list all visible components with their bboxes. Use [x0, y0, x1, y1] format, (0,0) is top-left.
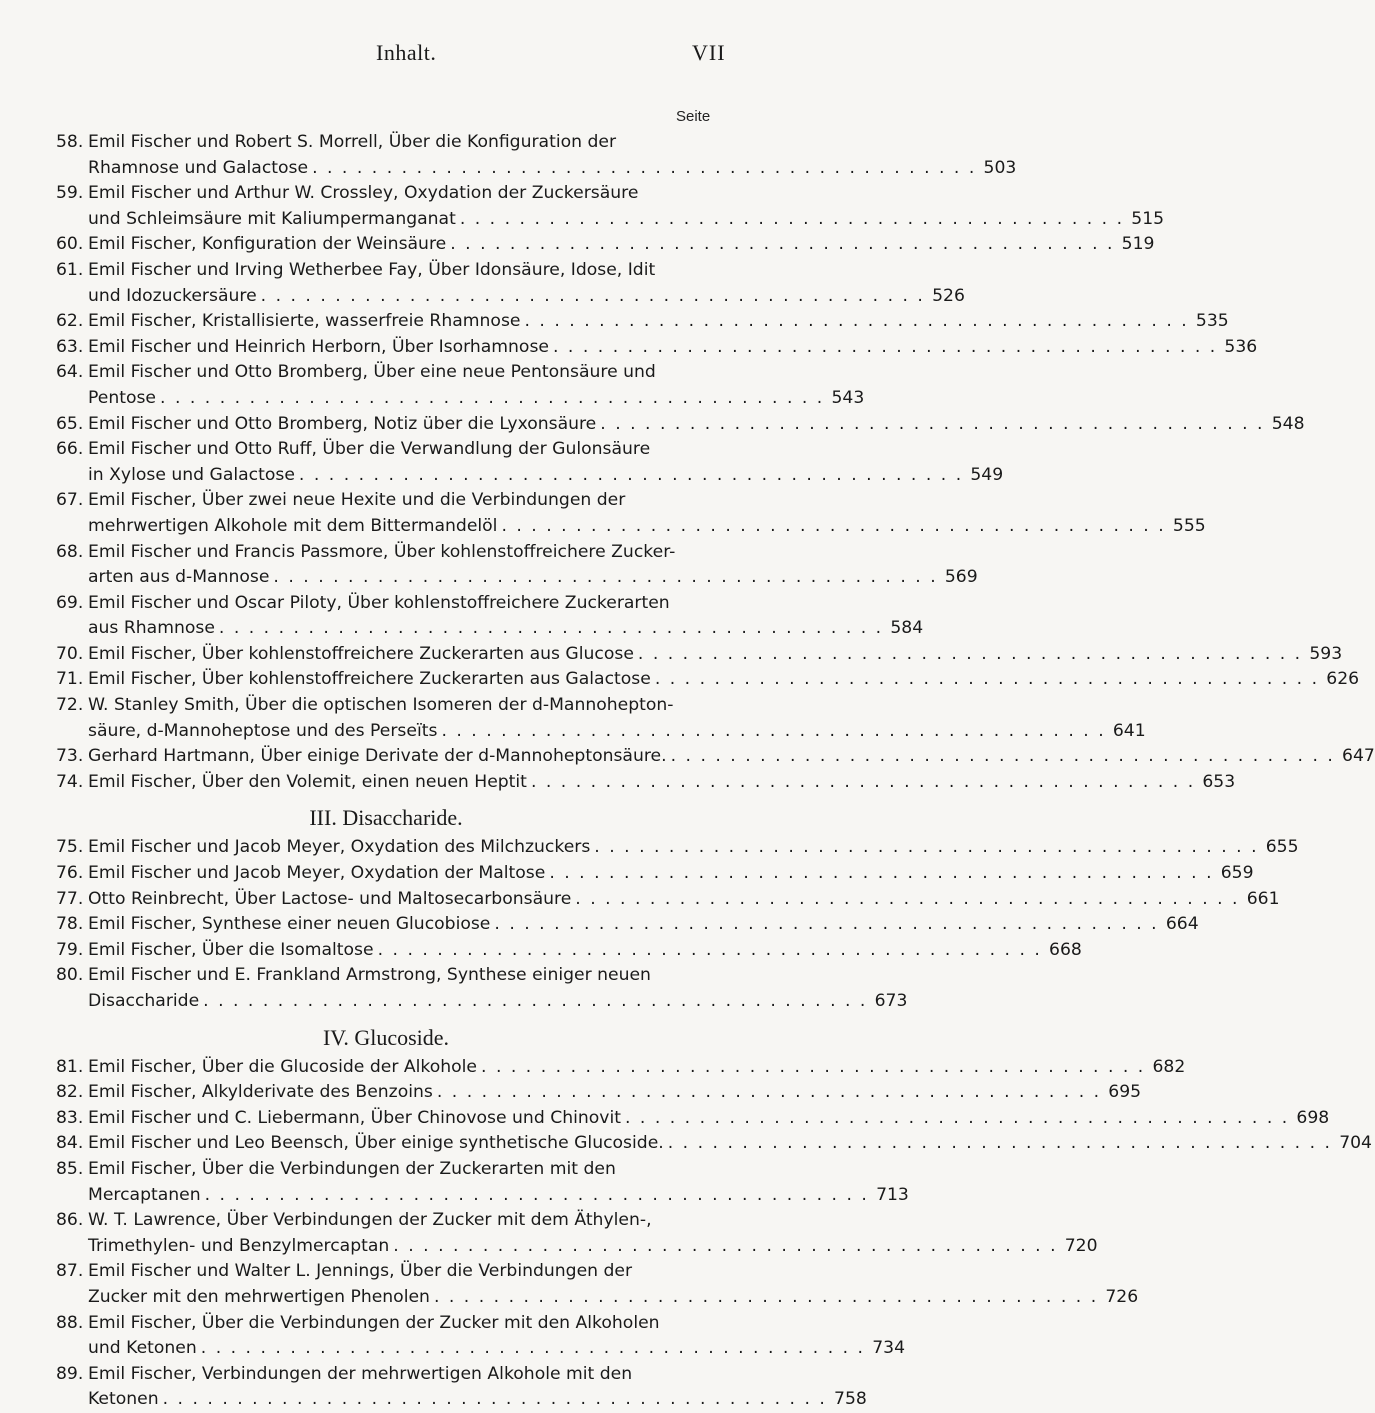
entry-title-line: W. T. Lawrence, Über Verbindungen der Zucker mit dem Äthylen-, [88, 1210, 652, 1231]
entry-number: 60. [56, 234, 84, 255]
toc-entry [56, 1157, 909, 1208]
entry-page-number: 664 [1165, 914, 1199, 935]
entry-title-line: in Xylose und Galactose [88, 464, 295, 485]
leader-dots [199, 989, 867, 1015]
entry-page-number: 698 [1296, 1107, 1330, 1128]
leader-dots [156, 386, 824, 412]
leader-dots [621, 1106, 1289, 1132]
leader-dots [389, 1234, 1057, 1260]
entry-page-number: 641 [1112, 720, 1146, 741]
entry-number: 62. [56, 311, 84, 332]
leader-dots [197, 1336, 865, 1362]
toc-entry [56, 835, 1299, 861]
toc-entry [56, 861, 1254, 887]
entry-number: 63. [56, 336, 84, 357]
entry-page-number: 584 [890, 618, 924, 639]
entry-number: 58. [56, 132, 84, 152]
entry-page-number: 653 [1202, 771, 1236, 792]
leader-dots [215, 616, 883, 642]
entry-number: 84. [56, 1133, 84, 1154]
entry-number: 87. [56, 1261, 84, 1282]
entry-page-number: 758 [834, 1389, 867, 1410]
entry-title-line: Ketonen [88, 1389, 159, 1410]
toc-entry [56, 912, 1199, 938]
leader-dots [295, 463, 963, 489]
entry-title-line: Emil Fischer und C. Liebermann, Über Chinovose und Chinovit [88, 1107, 621, 1128]
entry-page-number: 526 [932, 285, 965, 306]
entry-number: 77. [56, 888, 84, 909]
toc-entry [56, 130, 1017, 181]
leader-dots [430, 1285, 1098, 1311]
leader-dots [456, 207, 1124, 233]
entry-title-line: und Schleimsäure mit Kaliumpermanganat [88, 208, 456, 229]
entry-title-line: Emil Fischer und Jacob Meyer, Oxydation des Milchzuckers [88, 837, 591, 858]
entry-title-line: Emil Fischer und Walter L. Jennings, Über die Verbindungen der [88, 1261, 633, 1282]
entry-title-line: Emil Fischer, Verbindungen der mehrwertigen Alkohole mit den [88, 1363, 633, 1384]
entry-page-number: 519 [1121, 234, 1155, 255]
entry-number: 66. [56, 439, 84, 460]
toc-entry [56, 693, 1146, 744]
entry-number: 71. [56, 669, 84, 690]
toc-entry [56, 1055, 1186, 1081]
leader-dots [664, 1131, 1332, 1157]
entry-page-number: 647 [1342, 746, 1375, 767]
entry-title-line: Emil Fischer und Arthur W. Crossley, Oxydation der Zuckersäure [88, 183, 639, 204]
entry-number: 73. [56, 746, 84, 767]
toc-entry [56, 335, 1258, 361]
table-of-contents [56, 130, 1375, 1413]
toc-entry [56, 744, 1375, 770]
toc-entry [56, 1259, 1139, 1310]
entry-number: 83. [56, 1107, 84, 1128]
entry-page-number: 569 [944, 567, 978, 588]
entry-page-number: 535 [1195, 311, 1229, 332]
leader-dots [549, 335, 1217, 361]
entry-title-line: Emil Fischer, Über die Verbindungen der Zucker mit den Alkoholen [88, 1312, 660, 1333]
leader-dots [634, 642, 1302, 668]
leader-dots [520, 309, 1188, 335]
entry-number: 64. [56, 362, 84, 383]
entry-page-number: 682 [1152, 1056, 1186, 1077]
entry-title-line: Emil Fischer, Synthese einer neuen Glucobiose [88, 914, 491, 935]
entry-number: 69. [56, 592, 84, 613]
entry-title-line: Trimethylen- und Benzylmercaptan [88, 1235, 390, 1256]
entry-page-number: 659 [1220, 863, 1254, 884]
entry-page-number: 543 [831, 387, 865, 408]
entry-page-number: 726 [1105, 1286, 1139, 1307]
entry-title-line: Emil Fischer, Kristallisierte, wasserfreie Rhamnose [88, 311, 521, 332]
leader-dots [269, 565, 937, 591]
toc-entry [56, 181, 1165, 232]
leader-dots [433, 1080, 1101, 1106]
leader-dots [490, 912, 1158, 938]
entry-title-line: arten aus d-Mannose [88, 567, 270, 588]
leader-dots [497, 514, 1165, 540]
leader-dots [374, 938, 1042, 964]
entry-page-number: 515 [1131, 208, 1165, 229]
entry-page-number: 695 [1108, 1082, 1142, 1103]
entry-title-line: Emil Fischer und Irving Wetherbee Fay, Über Idonsäure, Idose, Idit [88, 259, 656, 280]
entry-page-number: 668 [1049, 939, 1082, 960]
leader-dots [596, 412, 1264, 438]
entry-title-line: Emil Fischer, Über kohlenstoffreichere Zuckerarten aus Galactose [88, 669, 651, 690]
entry-title-line: Emil Fischer und Otto Bromberg, Über eine neue Pentonsäure und [88, 362, 656, 383]
section-heading: IV. Glucoside. [322, 1024, 450, 1050]
leader-dots [257, 284, 925, 310]
entry-title-line: Emil Fischer und Otto Ruff, Über die Verwandlung der Gulonsäure [88, 439, 651, 460]
entry-number: 85. [56, 1158, 84, 1179]
entry-title-line: säure, d-Mannoheptose und des Perseïts [88, 720, 438, 741]
toc-entry [56, 1208, 1098, 1259]
entry-title-line: Emil Fischer, Über zwei neue Hexite und die Verbindungen der [88, 490, 626, 511]
entry-title-line: Zucker mit den mehrwertigen Phenolen [88, 1286, 430, 1307]
entry-title-line: W. Stanley Smith, Über die optischen Isomeren der d-Mannohepton- [88, 695, 674, 716]
toc-entry [56, 309, 1229, 335]
toc-entry [56, 1131, 1372, 1157]
toc-entry [56, 1106, 1330, 1132]
entry-title-line: Emil Fischer, Über die Isomaltose [88, 939, 374, 960]
entry-page-number: 720 [1064, 1235, 1098, 1256]
entry-title-line: Rhamnose und Galactose [88, 157, 309, 178]
entry-number: 75. [56, 837, 84, 858]
entry-page-number: 626 [1326, 669, 1360, 690]
entry-number: 82. [56, 1082, 84, 1103]
entry-number: 72. [56, 695, 84, 716]
leader-dots [527, 770, 1195, 796]
toc-entry [56, 412, 1305, 438]
entry-page-number: 673 [874, 991, 908, 1011]
entry-number: 65. [56, 413, 84, 434]
entry-title-line: Emil Fischer, Über kohlenstoffreichere Zuckerarten aus Glucose [88, 643, 634, 664]
entry-title-line: Emil Fischer und Francis Passmore, Über kohlenstoffreichere Zucker- [88, 541, 676, 562]
entry-number: 81. [56, 1056, 84, 1077]
entry-title-line: Emil Fischer, Über die Glucoside der Alkohole [88, 1056, 478, 1077]
entry-title-line: Pentose [88, 387, 157, 408]
toc-entry [56, 770, 1236, 796]
leader-dots [590, 835, 1258, 861]
leader-dots [201, 1183, 869, 1209]
entry-page-number: 549 [970, 464, 1004, 485]
entry-title-line: Emil Fischer und E. Frankland Armstrong, Synthese einiger neuen [88, 965, 651, 986]
leader-dots [571, 887, 1239, 913]
toc-entry [56, 258, 965, 309]
entry-title-line: und Idozuckersäure [88, 285, 257, 306]
leader-dots [667, 744, 1335, 770]
leader-dots [477, 1055, 1145, 1081]
entry-page-number: 536 [1224, 336, 1258, 357]
toc-entry [56, 488, 1206, 539]
toc-entry [56, 232, 1155, 258]
entry-title-line: Mercaptanen [88, 1184, 201, 1205]
entry-title-line: Emil Fischer und Robert S. Morrell, Über die Konfiguration der [88, 132, 617, 152]
toc-entry [56, 963, 908, 1014]
entry-number: 70. [56, 643, 84, 664]
toc-entry [56, 1362, 867, 1413]
entry-title-line: Emil Fischer, Konfiguration der Weinsäure [88, 234, 447, 255]
entry-title-line: Emil Fischer und Heinrich Herborn, Über Isorhamnose [88, 336, 549, 357]
entry-number: 68. [56, 541, 84, 562]
entry-number: 67. [56, 490, 84, 511]
running-title: Inhalt. [376, 40, 437, 65]
toc-entry [56, 1080, 1142, 1106]
entry-title-line: Emil Fischer, Alkylderivate des Benzoins [88, 1082, 433, 1103]
entry-title-line: Gerhard Hartmann, Über einige Derivate der d-Mannoheptonsäure. [88, 746, 667, 767]
toc-entry [56, 437, 1004, 488]
entry-page-number: 704 [1339, 1133, 1372, 1154]
entry-number: 89. [56, 1363, 84, 1384]
toc-entry [56, 938, 1082, 964]
toc-entry [56, 642, 1343, 668]
entry-page-number: 734 [872, 1338, 906, 1359]
entry-number: 86. [56, 1210, 84, 1231]
toc-entry [56, 591, 924, 642]
entry-title-line: Emil Fischer und Jacob Meyer, Oxydation der Maltose [88, 863, 546, 884]
toc-entry [56, 1311, 906, 1362]
page-number: VII [692, 40, 726, 65]
entry-number: 79. [56, 939, 84, 960]
entry-title-line: Otto Reinbrecht, Über Lactose- und Maltosecarbonsäure [88, 888, 572, 909]
leader-dots [446, 232, 1114, 258]
leader-dots [437, 719, 1105, 745]
entry-page-number: 555 [1172, 515, 1206, 536]
leader-dots [159, 1387, 827, 1413]
entry-title-line: Emil Fischer und Leo Beensch, Über einige synthetische Glucoside. [88, 1133, 664, 1154]
section-heading: III. Disaccharide. [309, 805, 463, 831]
page-column-label: Seite [676, 108, 711, 125]
entry-number: 76. [56, 863, 84, 884]
leader-dots [651, 667, 1319, 693]
entry-title-line: aus Rhamnose [88, 618, 215, 639]
entry-title-line: Emil Fischer und Otto Bromberg, Notiz über die Lyxonsäure [88, 413, 597, 434]
toc-entry [56, 887, 1280, 913]
entry-title-line: und Ketonen [88, 1338, 197, 1359]
entry-title-line: Disaccharide [88, 991, 200, 1011]
entry-page-number: 503 [983, 157, 1017, 178]
entry-page-number: 548 [1271, 413, 1305, 434]
entry-number: 74. [56, 771, 84, 792]
entry-page-number: 655 [1265, 837, 1299, 858]
entry-number: 78. [56, 914, 84, 935]
entry-title-line: Emil Fischer, Über den Volemit, einen neuen Heptit [88, 771, 527, 792]
entry-number: 59. [56, 183, 84, 204]
entry-number: 88. [56, 1312, 84, 1333]
entry-title-line: mehrwertigen Alkohole mit dem Bittermandelöl [88, 515, 498, 536]
entry-title-line: Emil Fischer, Über die Verbindungen der Zuckerarten mit den [88, 1158, 616, 1179]
toc-entry [56, 667, 1360, 693]
toc-entry [56, 360, 865, 411]
entry-page-number: 661 [1246, 888, 1280, 909]
toc-entry [56, 540, 978, 591]
entry-page-number: 593 [1309, 643, 1343, 664]
entry-page-number: 713 [876, 1184, 909, 1205]
leader-dots [308, 156, 976, 182]
entry-title-line: Emil Fischer und Oscar Piloty, Über kohlenstoffreichere Zuckerarten [88, 592, 670, 613]
leader-dots [545, 861, 1213, 887]
entry-number: 61. [56, 259, 84, 280]
entry-number: 80. [56, 965, 84, 986]
